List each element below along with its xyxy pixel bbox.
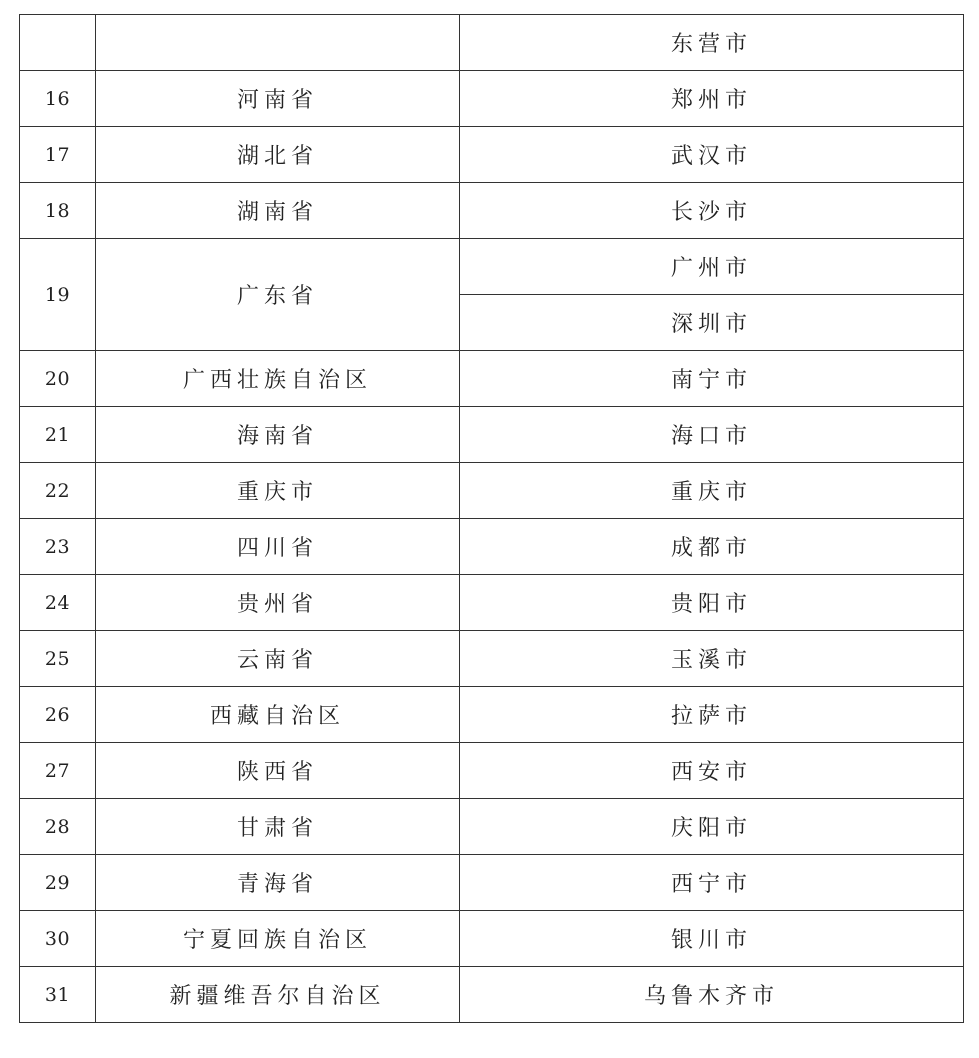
- province-cell: 广东省: [96, 239, 460, 351]
- table-row: [20, 71, 964, 127]
- row-number-cell: [20, 15, 96, 71]
- row-number-cell: 28: [20, 799, 96, 855]
- row-number-cell: 18: [20, 183, 96, 239]
- province-cell: 四川省: [96, 519, 460, 575]
- row-number-cell: 30: [20, 911, 96, 967]
- province-cell: 湖南省: [96, 183, 460, 239]
- province-cell: 陕西省: [96, 743, 460, 799]
- city-cell: 东营市: [460, 15, 964, 71]
- city-cell: 南宁市: [460, 351, 964, 407]
- province-cell: 重庆市: [96, 463, 460, 519]
- province-cell: 西藏自治区: [96, 687, 460, 743]
- city-cell: 贵阳市: [460, 575, 964, 631]
- province-cell: 甘肃省: [96, 799, 460, 855]
- table-row: [20, 407, 964, 463]
- row-number-cell: 16: [20, 71, 96, 127]
- city-cell: 郑州市: [460, 71, 964, 127]
- table-row: [20, 855, 964, 911]
- city-cell: 拉萨市: [460, 687, 964, 743]
- row-number-cell: 19: [20, 239, 96, 351]
- city-cell: 西宁市: [460, 855, 964, 911]
- table-row: [20, 15, 964, 71]
- table-row: [20, 687, 964, 743]
- table-row: [20, 631, 964, 687]
- row-number-cell: 25: [20, 631, 96, 687]
- row-number-cell: 27: [20, 743, 96, 799]
- row-number-cell: 17: [20, 127, 96, 183]
- province-cell: 贵州省: [96, 575, 460, 631]
- city-cell: 广州市: [460, 239, 964, 295]
- province-cell: 湖北省: [96, 127, 460, 183]
- city-cell: 重庆市: [460, 463, 964, 519]
- table-row: [20, 911, 964, 967]
- city-cell: 武汉市: [460, 127, 964, 183]
- province-cell: 海南省: [96, 407, 460, 463]
- row-number-cell: 23: [20, 519, 96, 575]
- city-cell: 成都市: [460, 519, 964, 575]
- table-row: [20, 239, 964, 295]
- row-number-cell: 20: [20, 351, 96, 407]
- row-number-cell: 26: [20, 687, 96, 743]
- city-cell: 庆阳市: [460, 799, 964, 855]
- table-row: [20, 183, 964, 239]
- province-cell: 宁夏回族自治区: [96, 911, 460, 967]
- row-number-cell: 24: [20, 575, 96, 631]
- province-cell: 新疆维吾尔自治区: [96, 967, 460, 1023]
- city-cell: 深圳市: [460, 295, 964, 351]
- table-row: [20, 743, 964, 799]
- city-table-body: [20, 15, 964, 1023]
- city-cell: 乌鲁木齐市: [460, 967, 964, 1023]
- row-number-cell: 22: [20, 463, 96, 519]
- table-row: [20, 799, 964, 855]
- city-cell: 海口市: [460, 407, 964, 463]
- province-cell: 河南省: [96, 71, 460, 127]
- table-row: [20, 519, 964, 575]
- table-row: [20, 575, 964, 631]
- province-cell: 青海省: [96, 855, 460, 911]
- row-number-cell: 31: [20, 967, 96, 1023]
- table-row: [20, 127, 964, 183]
- province-cell: [96, 15, 460, 71]
- table-row: [20, 967, 964, 1023]
- city-cell: 西安市: [460, 743, 964, 799]
- city-cell: 银川市: [460, 911, 964, 967]
- row-number-cell: 29: [20, 855, 96, 911]
- table-row: [20, 351, 964, 407]
- row-number-cell: 21: [20, 407, 96, 463]
- province-cell: 云南省: [96, 631, 460, 687]
- city-table: [19, 14, 964, 1023]
- city-cell: 玉溪市: [460, 631, 964, 687]
- document-page: [19, 14, 964, 1023]
- province-cell: 广西壮族自治区: [96, 351, 460, 407]
- table-row: [20, 463, 964, 519]
- city-cell: 长沙市: [460, 183, 964, 239]
